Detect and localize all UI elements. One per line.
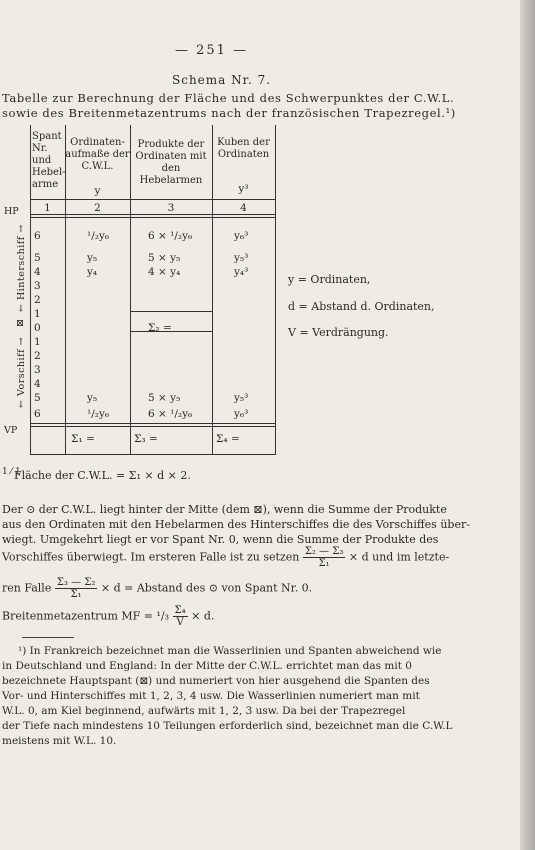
footnote-line-5: W.L. 0, am Kiel beginnend, aufwärts mit 1, 2, 3 usw. Da bei der Trapezregel [2, 705, 406, 717]
table-cell: 4 [34, 266, 41, 278]
table-cell: y₅ [87, 392, 98, 404]
footnote-line-3: bezeichnete Hauptspant (⊠) und numeriert von hier ausgehend die Spanten des [2, 675, 430, 687]
vorschiff-label: ← Vorschiff → [16, 336, 27, 408]
table-cell: y₆³ [234, 408, 249, 420]
metazentrum-formula: Breitenmetazentrum MF = ¹/₃ $\frac{\text{Σ₄}}{V}$ × d. [2, 605, 215, 628]
legend-ordinaten: y = Ordinaten, [288, 273, 371, 286]
table-cell: 6 [34, 408, 41, 420]
table-cell: 5 × y₅ [148, 392, 181, 404]
sum-1: Σ₁ = [71, 433, 95, 445]
table-cell: y₄³ [234, 266, 249, 278]
table-cell: 5 [34, 392, 41, 404]
hp-label: HP [4, 206, 19, 217]
paragraph-line-1: Der ⊙ der C.W.L. liegt hinter der Mitte (dem ⊠), wenn die Summe der Produkte [2, 503, 447, 516]
header-ordinaten: Ordinaten-aufmaße der C.W.L. [65, 137, 130, 172]
calculation-table [30, 125, 276, 455]
vp-label: VP [4, 425, 18, 436]
column-number-1: 1 [44, 202, 51, 214]
table-cell: y₆³ [234, 230, 249, 242]
footnote-line-6: der Tiefe nach mindestens 10 Teilungen erforderlich sind, bezeichnet man die C.W.L [2, 720, 453, 732]
fraction-2: $\frac{\text{Σ₃ — Σ₂}}{\text{Σ₁}}$ [56, 577, 96, 600]
midship-symbol: ⊠ [16, 318, 24, 329]
table-caption-line-2: sowie des Breitenmetazentrums nach der französischen Trapezregel.¹) [2, 106, 456, 120]
paragraph-line-4: Vorschiffes überwiegt. Im ersteren Falle ist zu setzen $\frac{\text{Σ₂ — Σ₃}}{\text{Σ₁}}$ × d und im letzte- [2, 546, 450, 569]
table-cell: 2 [34, 294, 41, 306]
table-cell: 5 × y₅ [148, 252, 181, 264]
legend-verdraengung: V = Verdrängung. [288, 326, 389, 339]
flaeche-formula: Fläche der C.W.L. = Σ₁ × d × 2. [14, 469, 191, 482]
table-cell: 0 [34, 322, 41, 334]
table-cell: ¹/₂y₆ [87, 230, 110, 242]
page-number: — 251 — [175, 43, 249, 58]
paragraph-line-2: aus den Ordinaten mit den Hebelarmen des Hinterschiffes die des Vorschiffes über- [2, 518, 470, 531]
column-number-2: 2 [94, 202, 101, 214]
legend-abstand: d = Abstand d. Ordinaten, [288, 300, 435, 313]
table-cell: 3 [34, 364, 41, 376]
table-cell: Σ₂ = [148, 322, 172, 334]
header-spant: Spant Nr. und Hebel-arme [32, 131, 66, 190]
schema-title: Schema Nr. 7. [172, 73, 272, 87]
fraction-3: $\frac{\text{Σ₄}}{V}$ [174, 605, 186, 628]
table-cell: 5 [34, 252, 41, 264]
table-cell: 4 [34, 378, 41, 390]
table-cell: 2 [34, 350, 41, 362]
header-symbol-y3: y³ [238, 183, 249, 195]
table-cell: y₅³ [234, 252, 249, 264]
table-cell: y₄ [87, 266, 98, 278]
footnote-line-4: Vor- und Hinterschiffes mit 1, 2, 3, 4 usw. Die Wasserlinien numeriert man mit [2, 690, 420, 702]
header-symbol-y: y [94, 185, 101, 197]
header-kuben: Kuben der Ordinaten [217, 137, 270, 160]
column-number-3: 3 [167, 202, 175, 214]
table-cell: y₅³ [234, 392, 249, 404]
footnote-rule [22, 637, 74, 638]
table-cell: 6 × ¹/₂y₆ [148, 230, 193, 242]
fraction-1: $\frac{\text{Σ₂ — Σ₃}}{\text{Σ₁}}$ [304, 546, 344, 569]
footnote-line-7: meistens mit W.L. 10. [2, 735, 117, 747]
margin-marks: 1 ⁄ 1 [2, 467, 21, 477]
paragraph-line-5: ren Falle $\frac{\text{Σ₃ — Σ₂}}{\text{Σ₁}}$ × d = Abstand des ⊙ von Spant Nr. 0. [2, 577, 313, 600]
footnote-line-1: ¹) In Frankreich bezeichnet man die Wasserlinien und Spanten abweichend wie [18, 645, 442, 657]
table-cell: 1 [34, 308, 41, 320]
table-cell: 4 × y₄ [148, 266, 181, 278]
table-cell: 1 [34, 336, 41, 348]
paragraph-line-3: wiegt. Umgekehrt liegt er vor Spant Nr. 0, wenn die Summe der Produkte des [2, 533, 439, 546]
table-caption-line-1: Tabelle zur Berechnung der Fläche und des Schwerpunktes der C.W.L. [2, 91, 455, 105]
table-cell: 6 × ¹/₂y₆ [148, 408, 193, 420]
table-cell: ¹/₂y₆ [87, 408, 110, 420]
sum-4: Σ₄ = [216, 433, 240, 445]
column-number-4: 4 [240, 202, 247, 214]
table-cell: y₅ [87, 252, 98, 264]
hinterschiff-label: ← Hinterschiff → [16, 224, 27, 312]
sum-3: Σ₃ = [134, 433, 158, 445]
header-produkte: Produkte der Ordinaten mit den Hebelarmen [135, 139, 207, 186]
table-cell: 6 [34, 230, 41, 242]
table-cell: 3 [34, 280, 41, 292]
book-spine-shadow [520, 0, 535, 850]
footnote-line-2: in Deutschland und England: In der Mitte der C.W.L. errichtet man das mit 0 [2, 660, 412, 672]
